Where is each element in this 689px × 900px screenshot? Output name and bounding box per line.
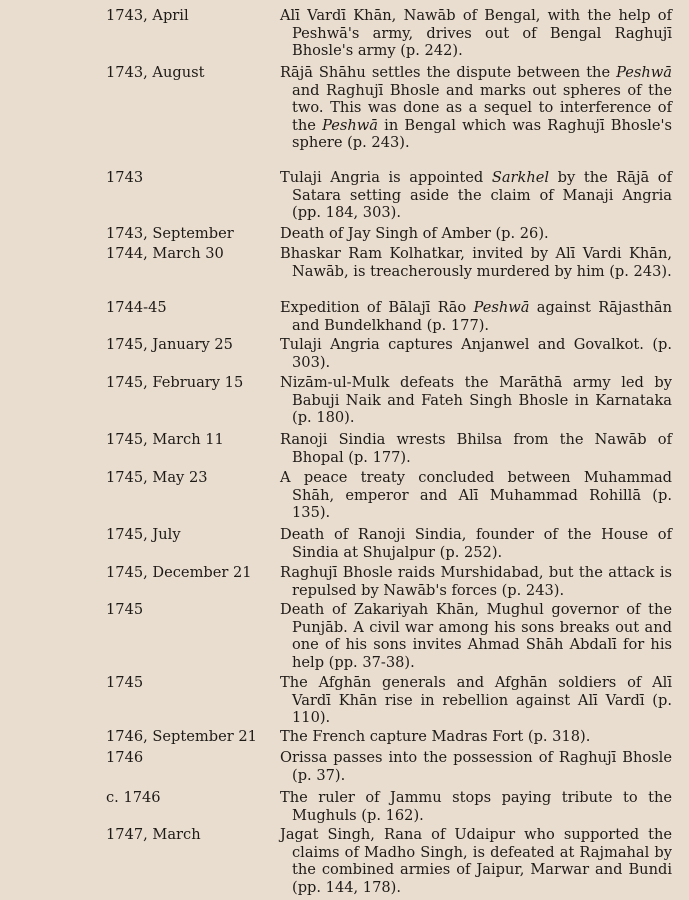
entry-text: Ranoji Sindia wrests Bhilsa from the Nawāb of Bhopal (p. 177). [280, 431, 672, 466]
entry-date: c. 1746 [106, 789, 161, 806]
entry-text: Death of Zakariyah Khān, Mughul governor of the Punjāb. A civil war among his sons breaks out and one of his sons invites Ahmad Shāh Abdalī for his help (pp. 37-38). [280, 601, 672, 671]
entry-text: Raghujī Bhosle raids Murshidabad, but the attack is repulsed by Nawāb's forces (p. 243). [280, 564, 672, 599]
entry-text: Alī Vardī Khān, Nawāb of Bengal, with the help of Peshwā's army, drives out of Bengal Raghujī Bhosle's army (p. 242). [280, 7, 672, 59]
entry-text: Tulaji Angria is appointed Sarkhel by the Rājā of Satara setting aside the claim of Manaji Angria (pp. 184, 303). [280, 169, 672, 221]
entry-date: 1745, February 15 [106, 374, 244, 391]
entry-date: 1743, April [106, 7, 189, 24]
entry-date: 1747, March [106, 826, 201, 843]
entry-date: 1745, January 25 [106, 336, 233, 353]
entry-text: Death of Jay Singh of Amber (p. 26). [280, 225, 549, 242]
entry-date: 1744-45 [106, 299, 167, 316]
entry-date: 1746 [106, 749, 144, 766]
entry-date: 1745, December 21 [106, 564, 252, 581]
entry-date: 1744, March 30 [106, 245, 224, 262]
entry-text: The French capture Madras Fort (p. 318). [280, 728, 591, 745]
entry-text: Orissa passes into the possession of Raghujī Bhosle (p. 37). [280, 749, 672, 784]
entry-text: Nizām-ul-Mulk defeats the Marāthā army led by Babuji Naik and Fateh Singh Bhosle in Karnataka (p. 180). [280, 374, 672, 426]
entry-text: Expedition of Bālajī Rāo Peshwā against Rājasthān and Bundelkhand (p. 177). [280, 299, 672, 334]
entry-text: The ruler of Jammu stops paying tribute to the Mughuls (p. 162). [280, 789, 672, 824]
entry-date: 1745, May 23 [106, 469, 208, 486]
entry-text: Rājā Shāhu settles the dispute between the Peshwā and Raghujī Bhosle and marks out spheres of the two. This was done as a sequel to interference of the Peshwā in Bengal which was Raghujī Bhosle's sphere (p. 243). [280, 64, 672, 151]
entry-date: 1743 [106, 169, 144, 186]
entry-text: A peace treaty concluded between Muhammad Shāh, emperor and Alī Muhammad Rohillā (p. 135). [280, 469, 672, 521]
entry-date: 1746, September 21 [106, 728, 257, 745]
entry-text: The Afghān generals and Afghān soldiers of Alī Vardī Khān rise in rebellion against Alī Vardī (p. 110). [280, 674, 672, 726]
entry-text: Bhaskar Ram Kolhatkar, invited by Alī Vardi Khān, Nawāb, is treacherously murdered by him (p. 243). [280, 245, 672, 280]
entry-date: 1743, August [106, 64, 205, 81]
entry-text: Tulaji Angria captures Anjanwel and Govalkot. (p. 303). [280, 336, 672, 371]
entry-date: 1745, March 11 [106, 431, 224, 448]
entry-text: Death of Ranoji Sindia, founder of the House of Sindia at Shujalpur (p. 252). [280, 526, 672, 561]
entry-text: Jagat Singh, Rana of Udaipur who supported the claims of Madho Singh, is defeated at Rajmahal by the combined armies of Jaipur, Marwar and Bundi (pp. 144, 178). [280, 826, 672, 896]
entry-date: 1743, September [106, 225, 234, 242]
entry-date: 1745 [106, 674, 144, 691]
entry-date: 1745 [106, 601, 144, 618]
entry-date: 1745, July [106, 526, 181, 543]
